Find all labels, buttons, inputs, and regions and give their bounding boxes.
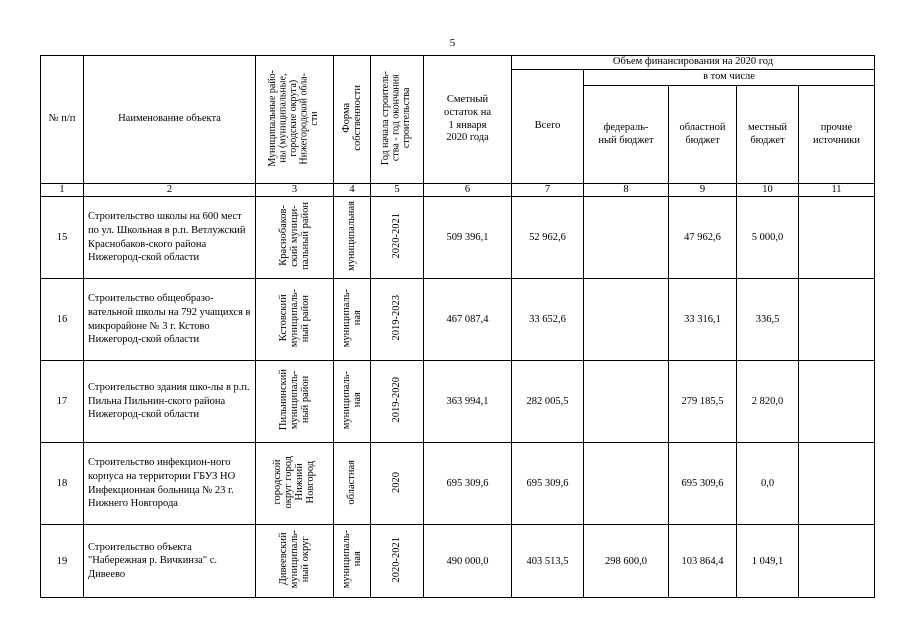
header-financing: Объем финансирования на 2020 год bbox=[512, 56, 875, 70]
column-number: 4 bbox=[334, 184, 371, 197]
row-ownership: муниципаль- ная bbox=[334, 525, 371, 598]
table-row bbox=[41, 443, 875, 525]
row-local: 5 000,0 bbox=[737, 197, 799, 279]
row-regional: 33 316,1 bbox=[669, 279, 737, 361]
column-number: 10 bbox=[737, 184, 799, 197]
row-balance: 490 000,0 bbox=[424, 525, 512, 598]
row-num: 15 bbox=[41, 197, 84, 279]
row-balance: 467 087,4 bbox=[424, 279, 512, 361]
row-name: Строительство школы на 600 мест по ул. Школьная в р.п. Ветлужский Краснобаков-ского района Нижегород-ской области bbox=[84, 197, 256, 279]
row-ownership: муниципальная bbox=[334, 197, 371, 279]
row-federal: 298 600,0 bbox=[584, 525, 669, 598]
row-total: 403 513,5 bbox=[512, 525, 584, 598]
row-num: 19 bbox=[41, 525, 84, 598]
row-region: городской округ город Нижний Новгород bbox=[256, 443, 334, 525]
row-region: Кстовский муниципаль- ный район bbox=[256, 279, 334, 361]
column-number: 8 bbox=[584, 184, 669, 197]
row-name: Строительство здания шко-лы в р.п. Пильна Пильнин-ского района Нижегород-ской области bbox=[84, 361, 256, 443]
row-ownership: муниципаль- ная bbox=[334, 361, 371, 443]
financing-table bbox=[40, 55, 875, 598]
header-balance: Сметный остаток на 1 января 2020 года bbox=[424, 56, 512, 184]
row-other bbox=[799, 279, 875, 361]
row-num: 18 bbox=[41, 443, 84, 525]
row-name: Строительство общеобразо-вательной школы на 792 учащихся в микрорайоне № 3 г. Кстово Нижегород-ской области bbox=[84, 279, 256, 361]
header-including: в том числе bbox=[584, 70, 875, 86]
column-number: 5 bbox=[371, 184, 424, 197]
page-number: 5 bbox=[449, 37, 456, 49]
row-region: Краснобаков- ский муници- пальный район bbox=[256, 197, 334, 279]
header-regional: областной бюджет bbox=[669, 86, 737, 184]
header-local: местный бюджет bbox=[737, 86, 799, 184]
row-years: 2019-2020 bbox=[371, 361, 424, 443]
row-other bbox=[799, 525, 875, 598]
row-regional: 279 185,5 bbox=[669, 361, 737, 443]
header-total: Всего bbox=[512, 70, 584, 184]
header-federal: федераль- ный бюджет bbox=[584, 86, 669, 184]
header-ownership: Форма собственности bbox=[334, 56, 371, 184]
header-name: Наименование объекта bbox=[84, 56, 256, 184]
row-years: 2020-2021 bbox=[371, 525, 424, 598]
row-federal bbox=[584, 197, 669, 279]
row-regional: 695 309,6 bbox=[669, 443, 737, 525]
row-local: 2 820,0 bbox=[737, 361, 799, 443]
row-local: 336,5 bbox=[737, 279, 799, 361]
column-number: 7 bbox=[512, 184, 584, 197]
header-region: Муниципальные райо- ны (муниципальные, городские округа) Нижегородской обла- сти bbox=[256, 56, 334, 184]
row-total: 695 309,6 bbox=[512, 443, 584, 525]
header-years: Год начала строитель- ства - год окончания строительства bbox=[371, 56, 424, 184]
row-other bbox=[799, 197, 875, 279]
column-number: 11 bbox=[799, 184, 875, 197]
column-number: 2 bbox=[84, 184, 256, 197]
row-region: Дивеевский муниципаль- ный округ bbox=[256, 525, 334, 598]
row-years: 2019-2023 bbox=[371, 279, 424, 361]
column-number: 9 bbox=[669, 184, 737, 197]
row-years: 2020 bbox=[371, 443, 424, 525]
row-num: 17 bbox=[41, 361, 84, 443]
row-federal bbox=[584, 279, 669, 361]
row-name: Строительство инфекцион-ного корпуса на территории ГБУЗ НО Инфекционная больница № 23 г. Нижнего Новгорода bbox=[84, 443, 256, 525]
row-federal bbox=[584, 443, 669, 525]
column-number-row bbox=[41, 184, 875, 197]
row-local: 0,0 bbox=[737, 443, 799, 525]
table-row bbox=[41, 361, 875, 443]
row-total: 282 005,5 bbox=[512, 361, 584, 443]
row-other bbox=[799, 443, 875, 525]
row-regional: 47 962,6 bbox=[669, 197, 737, 279]
row-balance: 509 396,1 bbox=[424, 197, 512, 279]
row-federal bbox=[584, 361, 669, 443]
header-num: № п/п bbox=[41, 56, 84, 184]
table-row bbox=[41, 525, 875, 598]
row-ownership: муниципаль- ная bbox=[334, 279, 371, 361]
row-local: 1 049,1 bbox=[737, 525, 799, 598]
row-name: Строительство объекта "Набережная р. Вичкинза" с. Дивеево bbox=[84, 525, 256, 598]
row-num: 16 bbox=[41, 279, 84, 361]
row-total: 33 652,6 bbox=[512, 279, 584, 361]
row-balance: 363 994,1 bbox=[424, 361, 512, 443]
row-ownership: областная bbox=[334, 443, 371, 525]
header-other: прочие источники bbox=[799, 86, 875, 184]
row-other bbox=[799, 361, 875, 443]
row-region: Пильнинский муниципаль- ный район bbox=[256, 361, 334, 443]
table-row bbox=[41, 197, 875, 279]
row-balance: 695 309,6 bbox=[424, 443, 512, 525]
table-row bbox=[41, 279, 875, 361]
row-total: 52 962,6 bbox=[512, 197, 584, 279]
column-number: 3 bbox=[256, 184, 334, 197]
row-years: 2020-2021 bbox=[371, 197, 424, 279]
column-number: 6 bbox=[424, 184, 512, 197]
row-regional: 103 864,4 bbox=[669, 525, 737, 598]
column-number: 1 bbox=[41, 184, 84, 197]
